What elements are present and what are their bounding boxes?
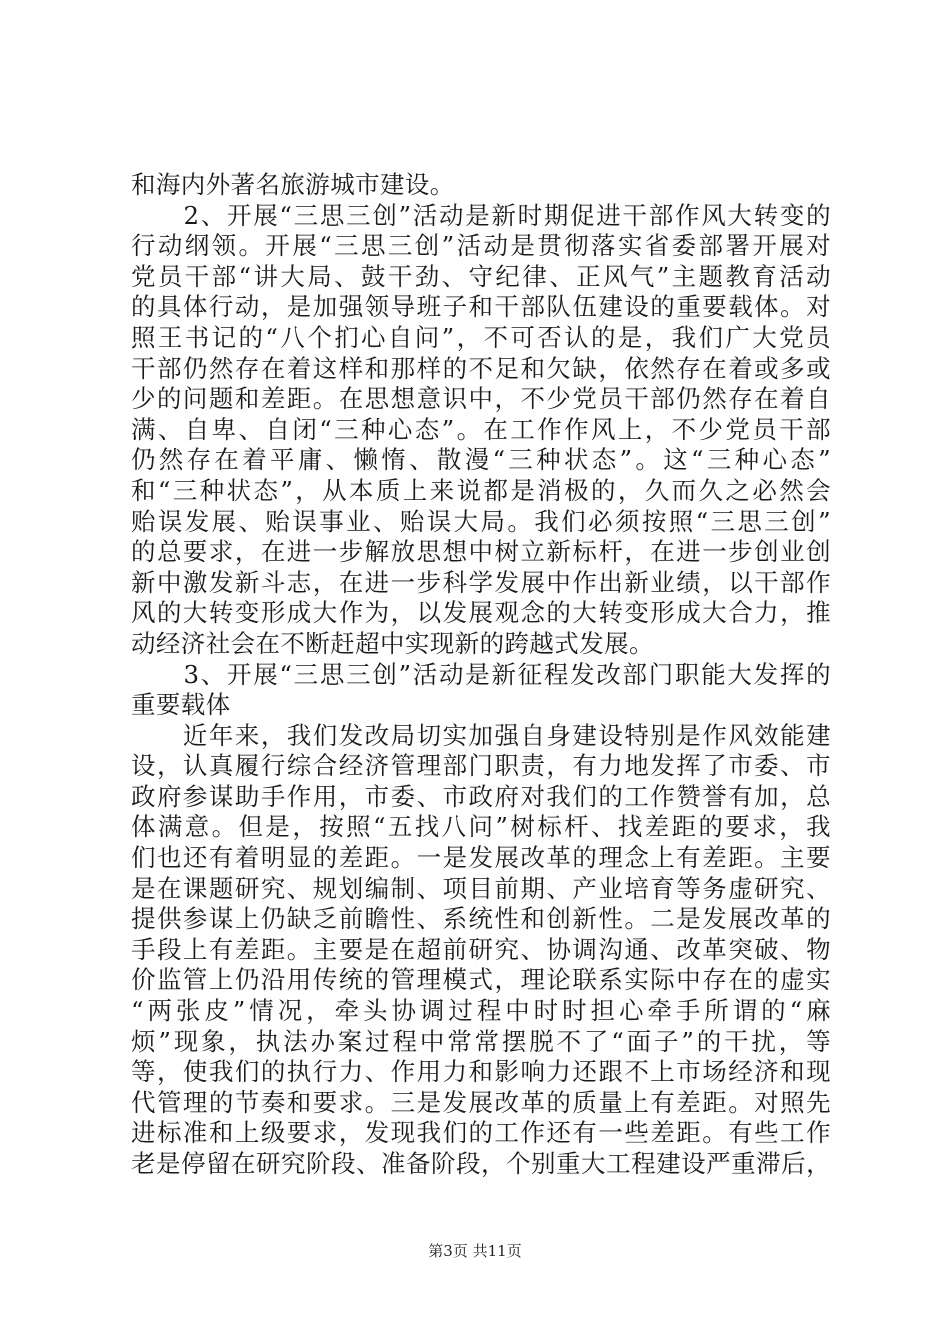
text-line: 新中激发新斗志，在进一步科学发展中作出新业绩，以干部作 <box>131 567 831 597</box>
text-line: 们也还有着明显的差距。一是发展改革的理念上有差距。主要 <box>131 843 831 873</box>
text-line: 设，认真履行综合经济管理部门职责，有力地发挥了市委、市 <box>131 751 831 781</box>
text-line: 体满意。但是，按照“五找八问”树标杆、找差距的要求，我 <box>131 812 831 842</box>
text-line: 政府参谋助手作用，市委、市政府对我们的工作赞誉有加，总 <box>131 781 831 811</box>
page-footer: 第3页 共11页 <box>428 1242 522 1260</box>
text-line: 贻误发展、贻误事业、贻误大局。我们必须按照“三思三创” <box>131 506 831 536</box>
text-line: 进标准和上级要求，发现我们的工作还有一些差距。有些工作 <box>131 1118 831 1148</box>
text-line: 等，使我们的执行力、作用力和影响力还跟不上市场经济和现 <box>131 1057 831 1087</box>
text-line: 的具体行动，是加强领导班子和干部队伍建设的重要载体。对 <box>131 292 831 322</box>
text-line: 和“三种状态”，从本质上来说都是消极的，久而久之必然会 <box>131 475 831 505</box>
text-line: 仍然存在着平庸、懒惰、散漫“三种状态”。这“三种心态” <box>131 445 831 475</box>
text-line: 手段上有差距。主要是在超前研究、协调沟通、改革突破、物 <box>131 934 831 964</box>
text-line: 干部仍然存在着这样和那样的不足和欠缺，依然存在着或多或 <box>131 353 831 383</box>
text-line: “两张皮”情况，牵头协调过程中时时担心牵手所谓的“麻 <box>131 996 831 1026</box>
text-line: 的总要求，在进一步解放思想中树立新标杆，在进一步创业创 <box>131 537 831 567</box>
text-line: 照王书记的“八个扪心自问”，不可否认的是，我们广大党员 <box>131 322 831 352</box>
text-line: 和海内外著名旅游城市建设。 <box>131 170 455 199</box>
text-line: 近年来，我们发改局切实加强自身建设特别是作风效能建 <box>131 720 831 750</box>
text-line: 风的大转变形成大作为，以发展观念的大转变形成大合力，推 <box>131 598 831 628</box>
text-line: 价监管上仍沿用传统的管理模式，理论联系实际中存在的虚实 <box>131 965 831 995</box>
text-line: 满、自卑、自闭“三种心态”。在工作作风上，不少党员干部 <box>131 414 831 444</box>
text-line: 行动纲领。开展“三思三创”活动是贯彻落实省委部署开展对 <box>131 231 831 261</box>
text-line: 重要载体 <box>131 690 231 720</box>
text-line: 代管理的节奏和要求。三是发展改革的质量上有差距。对照先 <box>131 1087 831 1117</box>
text-line: 少的问题和差距。在思想意识中，不少党员干部仍然存在着自 <box>131 384 831 414</box>
text-line: 老是停留在研究阶段、准备阶段，个别重大工程建设严重滞后， <box>131 1149 831 1178</box>
text-line: 提供参谋上仍缺乏前瞻性、系统性和创新性。二是发展改革的 <box>131 904 831 934</box>
text-line: 是在课题研究、规划编制、项目前期、产业培育等务虚研究、 <box>131 873 831 903</box>
text-line: 2、开展“三思三创”活动是新时期促进干部作风大转变的 <box>131 200 831 230</box>
text-line: 党员干部“讲大局、鼓干劲、守纪律、正风气”主题教育活动 <box>131 261 831 291</box>
text-line: 烦”现象，执法办案过程中常常摆脱不了“面子”的干扰，等 <box>131 1026 831 1056</box>
document-body <box>131 170 831 1180</box>
text-line: 动经济社会在不断赶超中实现新的跨越式发展。 <box>131 628 654 658</box>
text-line: 3、开展“三思三创”活动是新征程发改部门职能大发挥的 <box>131 659 831 689</box>
